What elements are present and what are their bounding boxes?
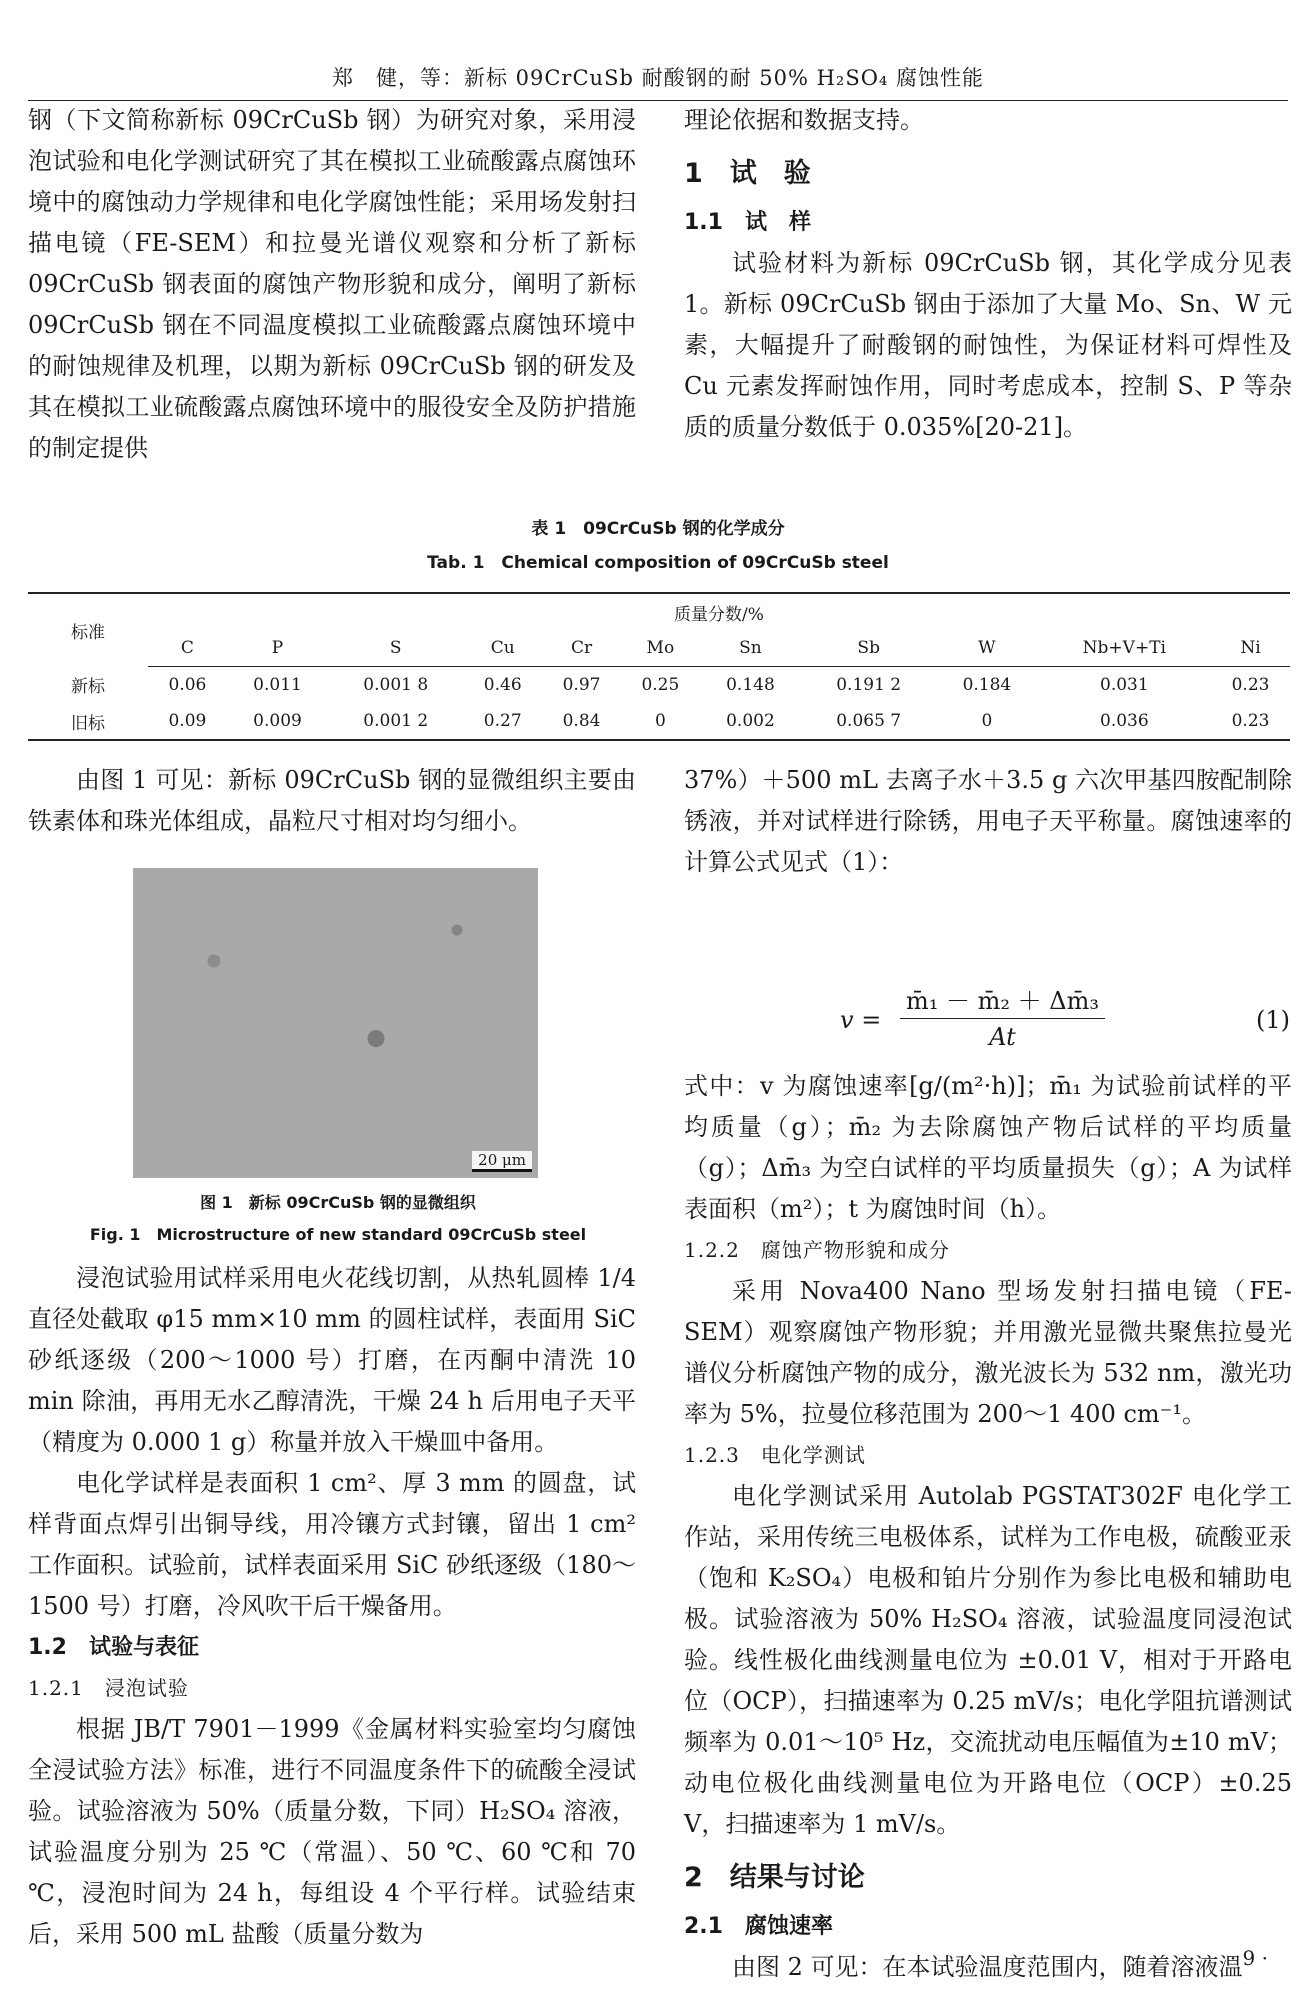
table-cell: 0.84	[542, 703, 621, 740]
table-row	[28, 703, 1290, 740]
formula-definition-paragraph: 式中：v 为腐蚀速率[g/(m²·h)]；m̄₁ 为试验前试样的平均质量（g）；m̄₂ 为去除腐蚀产物后试样的平均质量（g）；Δm̄₃ 为空白试样的平均质量损失（g）；A 为试样表面积（m²）；t 为腐蚀时间（h）。	[684, 1072, 1292, 1223]
scale-bar: 20 μm	[472, 1151, 532, 1172]
col-header: Sb	[801, 630, 936, 667]
right-column-top	[684, 100, 1292, 448]
electrochemical-specimen-paragraph: 电化学试样是表面积 1 cm²、厚 3 mm 的圆盘，试样背面点焊引出铜导线，用冷镶方式封镶，留出 1 cm² 工作面积。试验前，试样表面采用 SiC 砂纸逐级（180～1500 号）打磨，冷风吹干后干燥备用。	[28, 1469, 636, 1620]
immersion-specimen-paragraph: 浸泡试验用试样采用电火花线切割，从热轧圆棒 1/4 直径处截取 φ15 mm×10 mm 的圆柱试样，表面用 SiC 砂纸逐级（200～1000 号）打磨，在丙酮中清洗 10 min 除油，再用无水乙醇清洗，干燥 24 h 后用电子天平（精度为 0.000 1 g）称量并放入干燥皿中备用。	[28, 1264, 636, 1456]
microstructure-image	[133, 868, 538, 1178]
col-header: W	[936, 630, 1037, 667]
table-cell: 0.27	[463, 703, 542, 740]
formula-lhs: v =	[840, 1006, 882, 1034]
immersion-test-paragraph: 根据 JB/T 7901－1999《金属材料实验室均匀腐蚀全浸试验方法》标准，进行不同温度条件下的硫酸全浸试验。试验溶液为 50%（质量分数，下同）H₂SO₄ 溶液，试验温度分别为 25 ℃（常温）、50 ℃、60 ℃和 70 ℃，浸泡时间为 24 h，每组设 4 个平行样。试验结束后，采用 500 mL 盐酸（质量分数为	[28, 1715, 636, 1948]
table-caption-en: Tab. 1 Chemical composition of 09CrCuSb steel	[427, 553, 889, 573]
table-cell: 0.191 2	[836, 675, 902, 695]
sem-raman-paragraph: 采用 Nova400 Nano 型场发射扫描电镜（FE-SEM）观察腐蚀产物形貌；并用激光显微共聚焦拉曼光谱仪分析腐蚀产物的成分，激光波长为 532 nm，激光功率为 5%，拉曼位移范围为 200～1 400 cm⁻¹。	[684, 1277, 1292, 1428]
section-heading-1: 1 试 验	[684, 158, 811, 189]
col-header: Nb+V+Ti	[1038, 630, 1211, 667]
formula-numerator: m̄₁ － m̄₂ ＋ Δm̄₃	[900, 984, 1105, 1019]
col-header: C	[148, 630, 227, 667]
table-cell: 0.009	[227, 703, 328, 740]
table-caption-cn: 表 1 09CrCuSb 钢的化学成分	[531, 519, 785, 539]
section-heading-1-2-2: 1.2.2 腐蚀产物形貌和成分	[684, 1238, 950, 1262]
table-cell: 0.23	[1231, 675, 1270, 695]
table-cell: 0.06	[168, 675, 207, 695]
table-cell: 0	[936, 703, 1037, 740]
table-cell: 0.09	[148, 703, 227, 740]
microstructure-paragraph: 由图 1 可见：新标 09CrCuSb 钢的显微组织主要由铁素体和珠光体组成，晶粒尺寸相对均匀细小。	[28, 766, 636, 835]
table-cell: 0.002	[700, 703, 801, 740]
section-heading-1-2-3: 1.2.3 电化学测试	[684, 1443, 866, 1467]
col-header: P	[227, 630, 328, 667]
right-column-bottom-intro	[684, 760, 1292, 883]
formula-number: (1)	[1256, 1006, 1290, 1034]
chemical-composition-table	[28, 592, 1290, 741]
section-heading-1-2: 1.2 试验与表征	[28, 1635, 199, 1660]
section-heading-2: 2 结果与讨论	[684, 1862, 865, 1893]
row-label: 旧标	[28, 703, 148, 740]
table-cell: 0.25	[641, 675, 680, 695]
right-column-bottom	[684, 1066, 1292, 1988]
table-cell: 0.031	[1100, 675, 1149, 695]
table-row	[28, 667, 1290, 704]
left-column-top	[28, 100, 636, 469]
intro-paragraph-end: 钢（下文简称新标 09CrCuSb 钢）为研究对象，采用浸泡试验和电化学测试研究了其在模拟工业硫酸露点腐蚀环境中的腐蚀动力学规律和电化学腐蚀性能；采用场发射扫描电镜（FE-SEM）和拉曼光谱仪观察和分析了新标 09CrCuSb 钢表面的腐蚀产物形貌和成分，阐明了新标 09CrCuSb 钢在不同温度模拟工业硫酸露点腐蚀环境中的耐蚀规律及机理，以期为新标 09CrCuSb 钢的研发及其在模拟工业硫酸露点腐蚀环境中的服役安全及防护措施的制定提供	[28, 106, 636, 462]
specimen-paragraph: 试验材料为新标 09CrCuSb 钢，其化学成分见表 1。新标 09CrCuSb 钢由于添加了大量 Mo、Sn、W 元素，大幅提升了耐酸钢的耐蚀性，为保证材料可焊性及 Cu 元素发挥耐蚀作用，同时考虑成本，控制 S、P 等杂质的质量分数低于 0.035%[20-21]。	[684, 249, 1292, 441]
table-cell: 0.148	[726, 675, 775, 695]
intro-paragraph-tail: 理论依据和数据支持。	[684, 106, 924, 134]
section-heading-1-2-1: 1.2.1 浸泡试验	[28, 1676, 189, 1700]
page-number: · 9 ·	[1229, 1946, 1268, 1970]
formula-denominator: At	[989, 1023, 1016, 1051]
col-header: Ni	[1211, 630, 1290, 667]
table-group-header: 质量分数/%	[148, 593, 1290, 630]
corrosion-rate-paragraph: 由图 2 可见：在本试验温度范围内，随着溶液温	[732, 1953, 1243, 1981]
table-cell: 0.23	[1211, 703, 1290, 740]
table-cell: 0.97	[562, 675, 601, 695]
table-cell: 0.036	[1038, 703, 1211, 740]
electrochemical-test-paragraph: 电化学测试采用 Autolab PGSTAT302F 电化学工作站，采用传统三电极体系，试样为工作电极，硫酸亚汞（饱和 K₂SO₄）电极和铂片分别作为参比电极和辅助电极。试验溶液为 50% H₂SO₄ 溶液，试验温度同浸泡试验。线性极化曲线测量电位为 ±0.01 V，相对于开路电位（OCP），扫描速率为 0.25 mV/s；电化学阻抗谱测试频率为 0.01～10⁵ Hz，交流扰动电压幅值为±10 mV；动电位极化曲线测量电位为开路电位（OCP）±0.25 V，扫描速率为 1 mV/s。	[684, 1482, 1292, 1838]
col-header: Mo	[621, 630, 700, 667]
table-cell: 0.001 8	[363, 675, 429, 695]
corrosion-rate-formula	[690, 984, 1290, 1064]
row-label: 新标	[71, 677, 105, 698]
table-cell: 0	[621, 703, 700, 740]
running-header: 郑 健，等：新标 09CrCuSb 耐酸钢的耐 50% H₂SO₄ 腐蚀性能	[331, 66, 985, 90]
col-header: Cr	[542, 630, 621, 667]
section-heading-1-1: 1.1 试 样	[684, 210, 811, 235]
table-cell: 0.011	[253, 675, 302, 695]
table-cell: 0.065 7	[801, 703, 936, 740]
left-column-bottom-intro	[28, 760, 636, 842]
left-column-bottom	[28, 1258, 636, 1955]
col-header: Cu	[463, 630, 542, 667]
section-heading-2-1: 2.1 腐蚀速率	[684, 1914, 833, 1939]
table-cell: 0.001 2	[328, 703, 463, 740]
col-header: S	[328, 630, 463, 667]
figure-caption-en: Fig. 1 Microstructure of new standard 09CrCuSb steel	[89, 1225, 587, 1244]
table-row-header: 标准	[28, 593, 148, 667]
figure-caption-cn: 图 1 新标 09CrCuSb 钢的显微组织	[200, 1193, 476, 1212]
derust-paragraph: 37%）＋500 mL 去离子水＋3.5 g 六次甲基四胺配制除锈液，并对试样进行除锈，用电子天平称量。腐蚀速率的计算公式见式（1）：	[684, 766, 1292, 876]
col-header: Sn	[700, 630, 801, 667]
table-cell: 0.46	[483, 675, 522, 695]
table-cell: 0.184	[962, 675, 1012, 695]
formula-fraction	[900, 984, 1105, 1055]
